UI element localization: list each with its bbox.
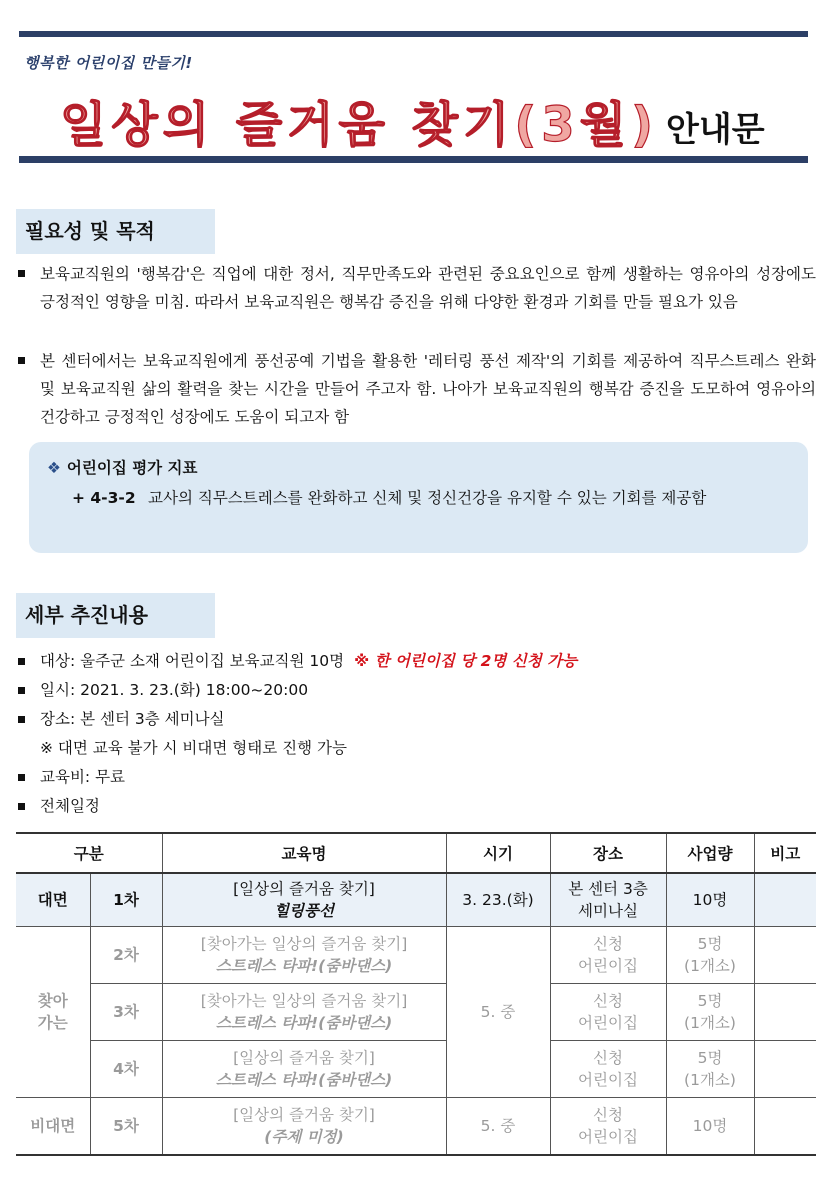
table-row — [16, 873, 816, 927]
cell-remarks — [754, 873, 816, 927]
cell-amount — [666, 927, 754, 984]
schedule-table — [16, 832, 816, 1156]
fee-text: 교육비: 무료 — [40, 768, 126, 786]
program-line-2: 스트레스 타파!(줌바댄스) — [215, 957, 393, 975]
program-line-2: 힐링풍선 — [274, 902, 334, 920]
place-line-1: 본 센터 3층 — [568, 880, 648, 898]
table-row — [16, 1098, 816, 1156]
list-item-schedule — [16, 792, 816, 821]
amount-line-1: 5명 — [697, 992, 723, 1010]
cell-program — [162, 984, 446, 1041]
evaluation-indicator-box — [29, 442, 808, 553]
place-line-2: 어린이집 — [578, 957, 638, 975]
target-note: ※ 한 어린이집 당 2명 신청 가능 — [354, 652, 578, 670]
cell-remarks — [754, 984, 816, 1041]
bullet-icon — [18, 716, 25, 723]
diamond-icon: ❖ — [47, 459, 61, 477]
purpose-bullet-1-text: 보육교직원의 '행복감'은 직업에 대한 정서, 직무만족도와 관련된 중요요인으로 함께 생활하는 영유아의 성장에도 긍정적인 영향을 미침. 따라서 보육교직원은 행복감 증진을 위해 다양한 환경과 기회를 만들 필요가 있음 — [40, 265, 816, 311]
amount-line-2: (1개소) — [684, 957, 736, 975]
date-text: 일시: 2021. 3. 23.(화) 18:00~20:00 — [40, 681, 309, 699]
place-line-1: 신청 — [593, 992, 623, 1010]
header-subtitle: 행복한 어린이집 만들기! — [24, 54, 193, 72]
page-title-suffix: 안내문 — [666, 110, 765, 150]
bullet-icon — [18, 357, 25, 364]
cell-remarks — [754, 1041, 816, 1098]
cell-amount — [666, 1098, 754, 1156]
section-heading-details: 세부 추진내용 — [16, 593, 215, 638]
header-remarks: 비고 — [754, 833, 816, 873]
table-row — [16, 927, 816, 984]
program-line-2: (주제 미정) — [264, 1128, 344, 1146]
amount-line-1: 5명 — [697, 935, 723, 953]
details-list — [16, 647, 816, 821]
cell-period: 5. 중 — [446, 927, 550, 1098]
bullet-icon — [18, 687, 25, 694]
table-row — [16, 984, 816, 1041]
cell-place — [550, 984, 666, 1041]
cell-round: 3차 — [90, 984, 162, 1041]
cell-type: 찾아 가는 — [16, 927, 90, 1098]
cell-program — [162, 927, 446, 984]
cell-remarks — [754, 927, 816, 984]
cell-program — [162, 873, 446, 927]
cell-round: 5차 — [90, 1098, 162, 1156]
place-text: 장소: 본 센터 3층 세미나실 — [40, 710, 225, 728]
program-line-2: 스트레스 타파!(줌바댄스) — [215, 1071, 393, 1089]
program-line-1: [일상의 즐거움 찾기] — [233, 1049, 375, 1067]
header-amount: 사업량 — [666, 833, 754, 873]
cell-place — [550, 927, 666, 984]
header-place: 장소 — [550, 833, 666, 873]
place-line-1: 신청 — [593, 1049, 623, 1067]
amount-line-1: 5명 — [697, 1049, 723, 1067]
list-item-fee — [16, 763, 816, 792]
header-program: 교육명 — [162, 833, 446, 873]
header-period: 시기 — [446, 833, 550, 873]
cell-place — [550, 873, 666, 927]
cell-type: 비대면 — [16, 1098, 90, 1156]
page-title — [60, 86, 765, 155]
place-line-2: 세미나실 — [578, 902, 638, 920]
program-line-1: [일상의 즐거움 찾기] — [233, 1106, 375, 1124]
bullet-icon — [18, 270, 25, 277]
cell-type: 대면 — [16, 873, 90, 927]
schedule-text: 전체일정 — [40, 797, 100, 815]
cell-remarks — [754, 1098, 816, 1156]
place-note-text: ※ 대면 교육 불가 시 비대면 형태로 진행 가능 — [40, 739, 347, 757]
list-item-place-note — [16, 734, 816, 763]
cell-amount — [666, 1041, 754, 1098]
evaluation-indicator-item — [72, 484, 802, 512]
cell-program — [162, 1098, 446, 1156]
header-top-bar — [19, 31, 808, 37]
table-header-row — [16, 833, 816, 873]
cell-place — [550, 1041, 666, 1098]
cell-program — [162, 1041, 446, 1098]
program-line-1: [찾아가는 일상의 즐거움 찾기] — [200, 935, 408, 953]
header-bottom-bar — [19, 156, 808, 163]
evaluation-indicator-title-text: 어린이집 평가 지표 — [66, 459, 198, 477]
indicator-code: + 4-3-2 — [72, 489, 136, 507]
section-heading-purpose: 필요성 및 목적 — [16, 209, 215, 254]
indicator-description: 교사의 직무스트레스를 완화하고 신체 및 정신건강을 유지할 수 있는 기회를 제공함 — [148, 489, 707, 507]
bullet-icon — [18, 658, 25, 665]
list-item-target — [16, 647, 816, 676]
purpose-bullet-1 — [16, 260, 816, 316]
evaluation-indicator-title — [47, 456, 197, 478]
table-row — [16, 1041, 816, 1098]
cell-period: 5. 중 — [446, 1098, 550, 1156]
purpose-bullet-2 — [16, 347, 816, 431]
place-line-1: 신청 — [593, 935, 623, 953]
place-line-2: 어린이집 — [578, 1128, 638, 1146]
amount-line-1: 10명 — [692, 891, 728, 909]
program-line-2: 스트레스 타파!(줌바댄스) — [215, 1014, 393, 1032]
cell-amount — [666, 984, 754, 1041]
cell-place — [550, 1098, 666, 1156]
program-line-1: [일상의 즐거움 찾기] — [233, 880, 375, 898]
cell-round: 4차 — [90, 1041, 162, 1098]
amount-line-2: (1개소) — [684, 1071, 736, 1089]
bullet-icon — [18, 774, 25, 781]
program-line-1: [찾아가는 일상의 즐거움 찾기] — [200, 992, 408, 1010]
list-item-place — [16, 705, 816, 734]
cell-round: 1차 — [90, 873, 162, 927]
target-text: 대상: 울주군 소재 어린이집 보육교직원 10명 — [40, 652, 345, 670]
list-item-date — [16, 676, 816, 705]
place-line-1: 신청 — [593, 1106, 623, 1124]
place-line-2: 어린이집 — [578, 1071, 638, 1089]
cell-round: 2차 — [90, 927, 162, 984]
place-line-2: 어린이집 — [578, 1014, 638, 1032]
bullet-icon — [18, 803, 25, 810]
purpose-bullet-2-text: 본 센터에서는 보육교직원에게 풍선공예 기법을 활용한 '레터링 풍선 제작'의 기회를 제공하여 직무스트레스 완화 및 보육교직원 삶의 활력을 찾는 시간을 만들어 주고자 함. 나아가 보육교직원의 행복감 증진을 도모하여 영유아의 건강하고 긍정적인 성장에도 도움이 되고자 함 — [40, 352, 816, 426]
header-category: 구분 — [16, 833, 162, 873]
amount-line-1: 10명 — [692, 1117, 728, 1135]
cell-period: 3. 23.(화) — [446, 873, 550, 927]
cell-amount — [666, 873, 754, 927]
amount-line-2: (1개소) — [684, 1014, 736, 1032]
page-title-main: 일상의 즐거움 찾기(3월) — [60, 97, 659, 153]
